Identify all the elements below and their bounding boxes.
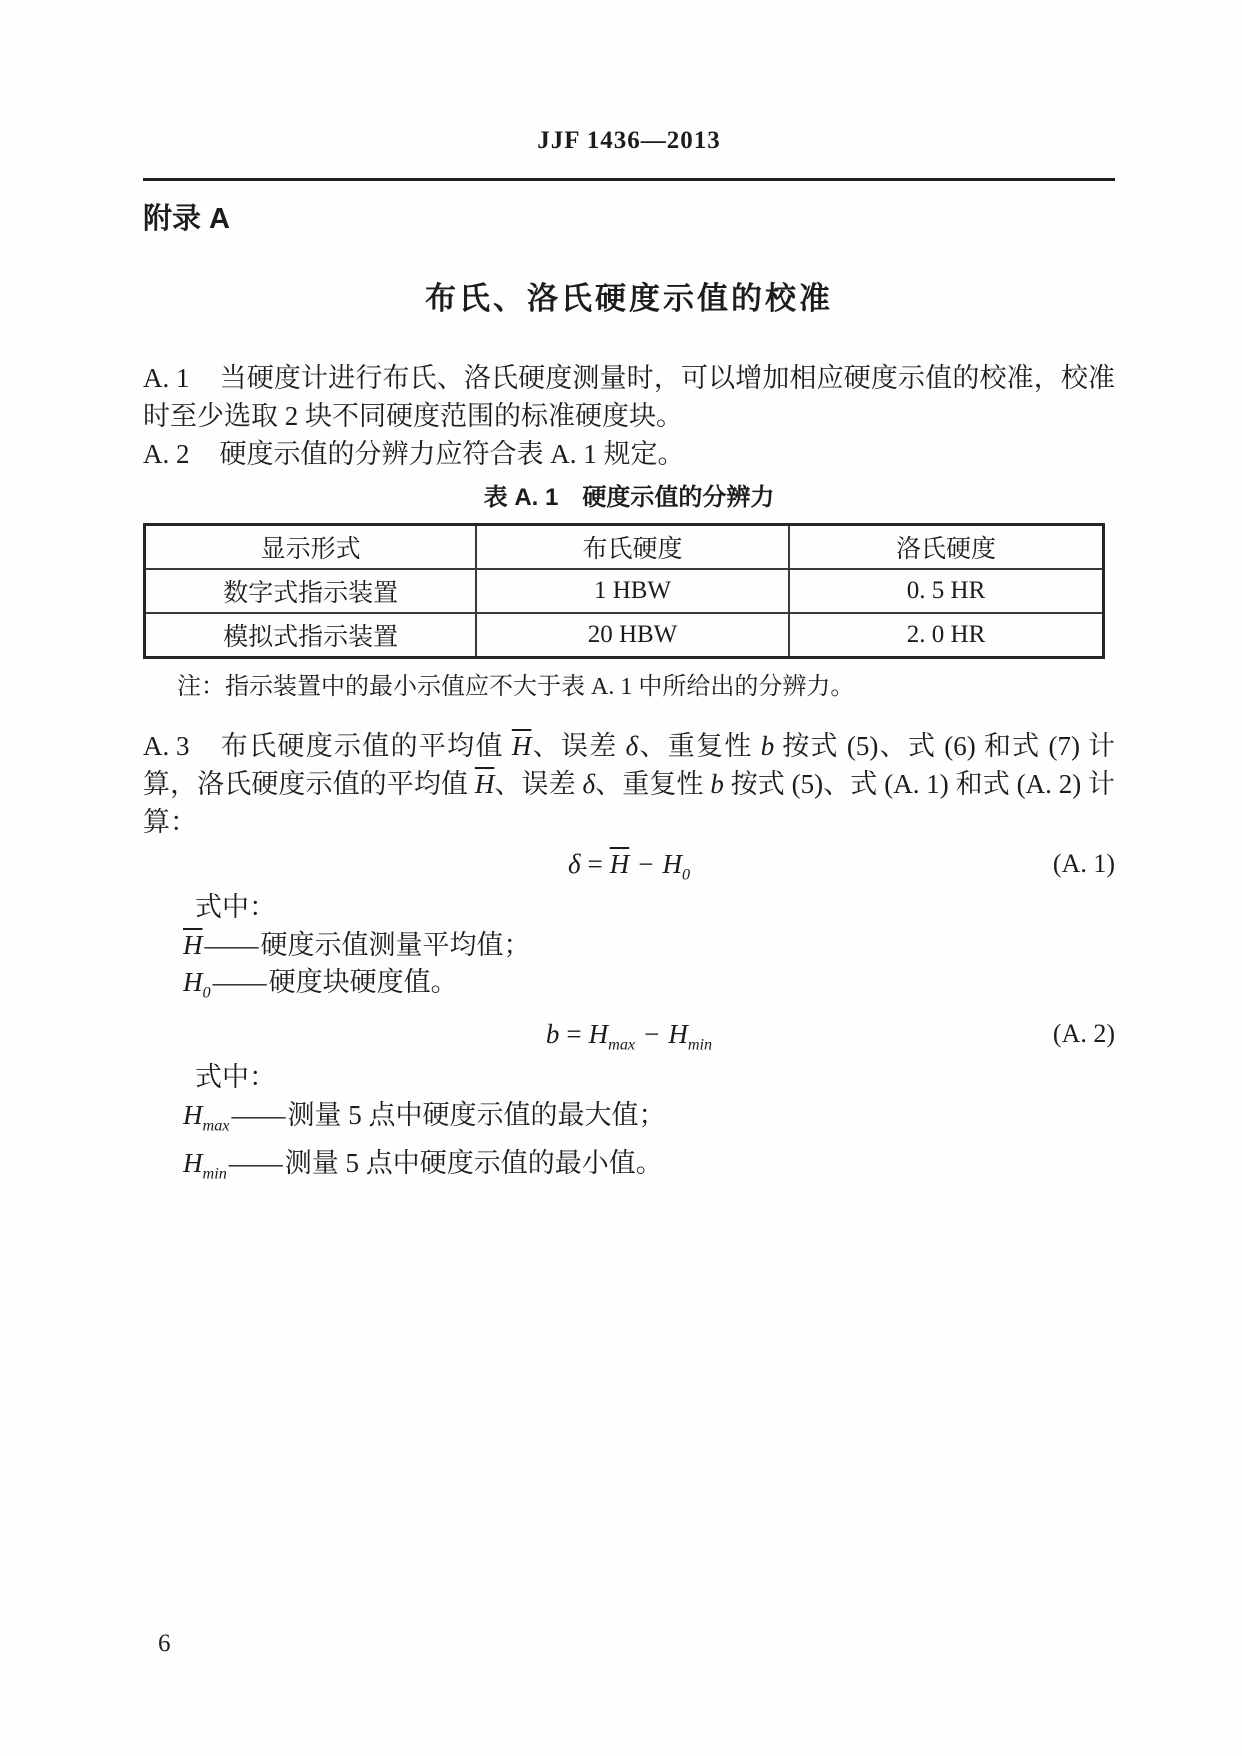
var-h-max-base: H [183, 1100, 203, 1131]
table-row [145, 569, 1104, 613]
table-row [145, 613, 1104, 658]
definition-h-mean [143, 927, 1115, 964]
paragraph-a2 [143, 435, 1115, 473]
definition-text: 硬度示值测量平均值； [260, 930, 531, 960]
var-h-max-subscript: max [608, 1035, 636, 1054]
equals-sign: = [566, 1019, 582, 1050]
var-h-max [183, 1100, 230, 1135]
definition-dash: —— [228, 1147, 283, 1178]
var-h-mean: $\overline{H}$ [183, 930, 203, 960]
var-h-min [183, 1147, 227, 1183]
var-h-min-base: H [183, 1147, 203, 1178]
page-title: 布氏、洛氏硬度示值的校准 [425, 281, 833, 316]
formula-a2 [143, 1013, 1115, 1055]
definition-h0 [143, 964, 1115, 1011]
clause-text-a1: 当硬度计进行布氏、洛氏硬度测量时，可以增加相应硬度示值的校准，校准时至少选取 2 块不同硬度范围的标准硬度块。 [143, 363, 1115, 431]
table-header-brinell: 布氏硬度 [476, 525, 789, 570]
var-h-max [588, 1019, 636, 1054]
table-cell: 2. 0 HR [789, 613, 1104, 658]
clause-text-a3-seg: 布氏硬度示值的平均值 [219, 731, 512, 761]
minus-sign: − [644, 1019, 660, 1050]
equation-number-a2: (A. 2) [1052, 1019, 1115, 1049]
table-header-rockwell: 洛氏硬度 [789, 525, 1104, 570]
formula-a1 [143, 843, 1115, 885]
equation-number-a1: (A. 1) [1052, 849, 1115, 878]
appendix-label: 附录 A [143, 203, 231, 235]
table-cell: 数字式指示装置 [145, 569, 477, 613]
definition-text: 测量 5 点中硬度示值的最大值； [287, 1100, 666, 1131]
var-h0-base: H [662, 849, 682, 879]
var-h0-base: H [183, 967, 203, 997]
var-h-mean: $\overline{H}$ [609, 849, 630, 879]
clause-text-a3-seg: 、误差 [531, 731, 626, 761]
table-cell: 1 HBW [476, 569, 789, 613]
definition-dash: —— [231, 1100, 286, 1131]
definition-text: 硬度块硬度值。 [268, 967, 458, 997]
clause-text-a3-seg: 、重复性 [638, 731, 761, 761]
var-b: b [545, 1019, 560, 1050]
definition-h-min [143, 1145, 1115, 1192]
header-doc-code: JJF 1436—2013 [537, 127, 721, 154]
table-cell: 0. 5 HR [789, 569, 1104, 613]
definition-dash: —— [204, 930, 259, 960]
var-delta: δ [625, 731, 639, 761]
where-intro-a1: 式中： [195, 892, 276, 922]
definition-dash: —— [212, 967, 267, 997]
table-caption: 表 A. 1 硬度示值的分辨力 [483, 484, 775, 511]
clause-text-a3-seg: 、重复性 [595, 769, 711, 799]
table-header-display-form: 显示形式 [145, 525, 477, 570]
var-delta: δ [582, 769, 596, 799]
table-note-label: 注： [177, 674, 225, 700]
minus-sign: − [638, 849, 654, 879]
clause-label-a3: A. 3 [143, 731, 190, 761]
table-header-row [145, 525, 1104, 570]
clause-text-a3-seg: 按式 (5)、式 (6) 和式 (7) 计算， [143, 731, 1116, 799]
clause-label-a2: A. 2 [143, 439, 190, 469]
clause-text-a3-seg: 洛氏硬度示值的平均值 [197, 769, 475, 799]
resolution-table [143, 523, 1105, 659]
var-h-max-subscript: max [202, 1116, 230, 1135]
var-h0-subscript: 0 [202, 983, 211, 1002]
var-delta: δ [567, 849, 581, 879]
var-h0 [662, 849, 691, 884]
table-note-text: 指示装置中的最小示值应不大于表 A. 1 中所给出的分辨力。 [225, 674, 855, 700]
table-cell: 模拟式指示装置 [145, 613, 477, 658]
var-b: b [710, 769, 724, 799]
var-h-min-subscript: min [687, 1035, 713, 1054]
paragraph-a1 [143, 359, 1115, 435]
clause-text-a2: 硬度示值的分辨力应符合表 A. 1 规定。 [219, 439, 685, 469]
table-cell: 20 HBW [476, 613, 789, 658]
clause-text-a3-seg: 、误差 [494, 769, 583, 799]
var-h-max-base: H [588, 1019, 609, 1050]
var-h-min-base: H [668, 1019, 688, 1050]
var-h0-subscript: 0 [681, 865, 691, 884]
definition-h-max [143, 1097, 1115, 1144]
var-h-min-subscript: min [202, 1164, 227, 1183]
header-rule [143, 178, 1115, 181]
page-number: 6 [158, 1630, 171, 1657]
var-h-mean: $\overline{H}$ [474, 769, 495, 799]
var-b: b [760, 731, 775, 761]
where-intro-a2: 式中： [195, 1062, 276, 1093]
var-h0 [183, 967, 211, 1002]
var-h-mean: $\overline{H}$ [511, 731, 532, 761]
paragraph-a3 [143, 727, 1115, 841]
clause-text-a3-seg: 按式 (5)、式 (A. 1) 和式 (A. 2) 计算： [143, 769, 1116, 837]
definition-text: 测量 5 点中硬度示值的最小值。 [284, 1147, 663, 1178]
equals-sign: = [587, 849, 603, 879]
clause-label-a1: A. 1 [143, 363, 190, 393]
table-note [143, 671, 1115, 703]
var-h-min [668, 1019, 713, 1054]
